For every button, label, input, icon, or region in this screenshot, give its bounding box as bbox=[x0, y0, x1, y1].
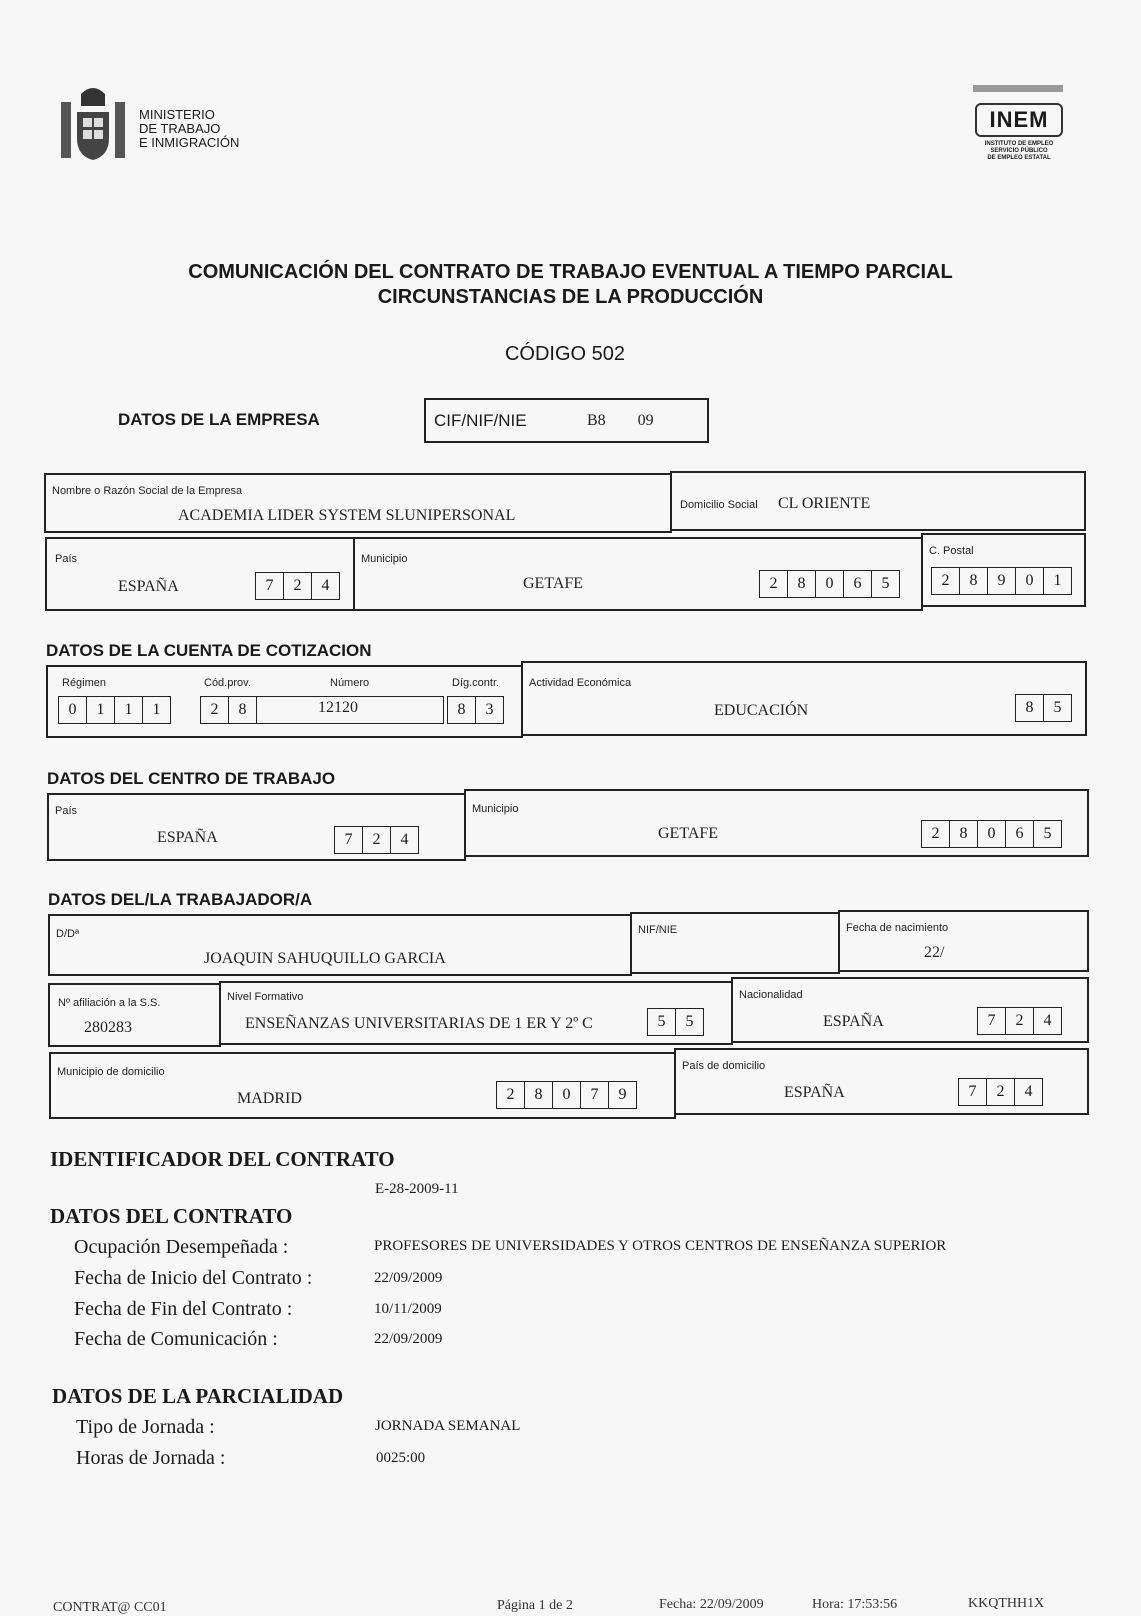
digit: 5 bbox=[648, 1009, 676, 1035]
nombre-value: JOAQUIN SAHUQUILLO GARCIA bbox=[204, 950, 446, 967]
digit: 2 bbox=[201, 697, 229, 723]
pais-dom-code bbox=[958, 1078, 1043, 1106]
regimen-label: Régimen bbox=[62, 677, 107, 689]
inicio-label: Fecha de Inicio del Contrato : bbox=[74, 1267, 313, 1289]
mun-dom-value: MADRID bbox=[237, 1090, 302, 1107]
dig-label: Díg.contr. bbox=[452, 677, 500, 689]
digit: 8 bbox=[788, 571, 816, 597]
numero-value: 12120 bbox=[318, 699, 358, 716]
digit: 0 bbox=[553, 1082, 581, 1108]
empresa-pais-box bbox=[45, 537, 355, 611]
digit: 2 bbox=[922, 821, 950, 847]
inicio-value: 22/09/2009 bbox=[374, 1270, 443, 1286]
nivel-box bbox=[219, 981, 733, 1045]
digit: 1 bbox=[115, 697, 143, 723]
digit: 8 bbox=[525, 1082, 553, 1108]
comunicacion-value: 22/09/2009 bbox=[374, 1331, 443, 1347]
centro-pais-box bbox=[47, 793, 466, 861]
digit: 2 bbox=[284, 573, 312, 599]
nivel-code bbox=[647, 1008, 704, 1036]
ocupacion-label: Ocupación Desempeñada : bbox=[74, 1236, 289, 1258]
digit: 4 bbox=[391, 827, 419, 853]
afil-value: 280283 bbox=[84, 1019, 132, 1036]
title-line2: CIRCUNSTANCIAS DE LA PRODUCCIÓN bbox=[377, 286, 764, 308]
pais-code bbox=[255, 572, 340, 600]
mun-dom-code bbox=[496, 1081, 637, 1109]
footer-left: CONTRAT@ CC01 bbox=[53, 1600, 167, 1615]
razon-value: ACADEMIA LIDER SYSTEM SLUNIPERSONAL bbox=[178, 507, 516, 524]
municipio-code bbox=[759, 570, 900, 598]
digit: 1 bbox=[1044, 568, 1072, 594]
digit: 1 bbox=[143, 697, 171, 723]
ministry-line1: MINISTERIO bbox=[139, 107, 215, 122]
digit: 7 bbox=[978, 1008, 1006, 1034]
razon-label: Nombre o Razón Social de la Empresa bbox=[52, 485, 243, 497]
cuenta-section-title: DATOS DE LA CUENTA DE COTIZACION bbox=[46, 641, 372, 660]
digit: 5 bbox=[1044, 695, 1072, 721]
digit: 2 bbox=[1006, 1008, 1034, 1034]
mun-dom-label: Municipio de domicilio bbox=[57, 1066, 165, 1078]
pais-value: ESPAÑA bbox=[118, 578, 179, 595]
fin-value: 10/11/2009 bbox=[374, 1301, 442, 1317]
municipio-label: Municipio bbox=[361, 553, 408, 565]
digit: 2 bbox=[932, 568, 960, 594]
nif-box bbox=[630, 912, 840, 974]
digit: 8 bbox=[229, 697, 257, 723]
code-title: CÓDIGO 502 bbox=[504, 343, 626, 365]
digit: 0 bbox=[59, 697, 87, 723]
footer-code: KKQTHH1X bbox=[968, 1596, 1045, 1611]
digit: 6 bbox=[1006, 821, 1034, 847]
empresa-municipio-box bbox=[353, 537, 923, 611]
municipio-value: GETAFE bbox=[523, 575, 584, 592]
digit: 2 bbox=[363, 827, 391, 853]
digit: 7 bbox=[581, 1082, 609, 1108]
digit: 8 bbox=[950, 821, 978, 847]
fnac-label: Fecha de nacimiento bbox=[846, 922, 949, 934]
tipo-jornada-label: Tipo de Jornada : bbox=[76, 1416, 215, 1438]
digit: 8 bbox=[960, 568, 988, 594]
inem-sub2: SERVICIO PÚBLICO bbox=[990, 148, 1048, 154]
empresa-section-title: DATOS DE LA EMPRESA bbox=[118, 410, 320, 429]
nivel-value: ENSEÑANZAS UNIVERSITARIAS DE 1 ER Y 2º C bbox=[245, 1015, 593, 1032]
actividad-box bbox=[521, 661, 1087, 736]
horas-jornada-value: 0025:00 bbox=[376, 1450, 426, 1466]
identificador-value: E-28-2009-11 bbox=[375, 1181, 459, 1197]
digit: 3 bbox=[476, 697, 504, 723]
cuenta-box bbox=[46, 665, 523, 738]
cp-label: C. Postal bbox=[929, 545, 974, 557]
digit: 8 bbox=[1016, 695, 1044, 721]
fin-label: Fecha de Fin del Contrato : bbox=[74, 1298, 293, 1320]
footer-page: Página 1 de 2 bbox=[497, 1598, 573, 1613]
dig-code bbox=[447, 696, 504, 724]
digit: 8 bbox=[448, 697, 476, 723]
actividad-value: EDUCACIÓN bbox=[714, 702, 809, 719]
numero-box bbox=[256, 696, 444, 724]
digit: 4 bbox=[1034, 1008, 1062, 1034]
digit: 0 bbox=[816, 571, 844, 597]
footer-hora: Hora: 17:53:56 bbox=[812, 1597, 898, 1612]
nac-value: ESPAÑA bbox=[823, 1013, 884, 1030]
digit: 2 bbox=[987, 1079, 1015, 1105]
horas-jornada-label: Horas de Jornada : bbox=[76, 1447, 226, 1469]
digit: 1 bbox=[87, 697, 115, 723]
footer-fecha: Fecha: 22/09/2009 bbox=[659, 1597, 764, 1612]
trabajador-section-title: DATOS DEL/LA TRABAJADOR/A bbox=[48, 890, 313, 909]
domicilio-label: Domicilio Social bbox=[680, 499, 758, 511]
fnac-box bbox=[838, 910, 1089, 972]
digit: 0 bbox=[978, 821, 1006, 847]
coat-of-arms-icon bbox=[55, 84, 131, 164]
comunicacion-label: Fecha de Comunicación : bbox=[74, 1328, 278, 1350]
nac-box bbox=[731, 977, 1089, 1043]
razon-box bbox=[44, 473, 672, 533]
numero-label: Número bbox=[330, 677, 370, 689]
pais-dom-label: País de domicilio bbox=[682, 1060, 766, 1072]
afil-box bbox=[48, 983, 221, 1047]
digit: 4 bbox=[1015, 1079, 1043, 1105]
digit: 6 bbox=[844, 571, 872, 597]
digit: 9 bbox=[988, 568, 1016, 594]
digit: 7 bbox=[335, 827, 363, 853]
centro-municipio-code bbox=[921, 820, 1062, 848]
nombre-box bbox=[48, 914, 632, 976]
digit: 5 bbox=[872, 571, 900, 597]
centro-pais-code bbox=[334, 826, 419, 854]
digit: 7 bbox=[959, 1079, 987, 1105]
parcialidad-title: DATOS DE LA PARCIALIDAD bbox=[52, 1384, 344, 1408]
ministry-line3: E INMIGRACIÓN bbox=[139, 135, 240, 150]
pais-label: País bbox=[55, 553, 78, 565]
cp-code bbox=[931, 567, 1072, 595]
digit: 2 bbox=[760, 571, 788, 597]
mun-dom-box bbox=[49, 1052, 676, 1119]
dd-label: D/Dª bbox=[56, 928, 80, 940]
nac-label: Nacionalidad bbox=[739, 989, 803, 1001]
digit: 0 bbox=[1016, 568, 1044, 594]
nac-code bbox=[977, 1007, 1062, 1035]
centro-pais-label: País bbox=[55, 805, 78, 817]
fnac-value: 22/ bbox=[924, 944, 945, 961]
centro-municipio-value: GETAFE bbox=[658, 825, 719, 842]
cif-label: CIF/NIF/NIE bbox=[434, 411, 527, 430]
centro-municipio-box bbox=[464, 789, 1089, 857]
digit: 2 bbox=[497, 1082, 525, 1108]
inem-logo-text: INEM bbox=[975, 103, 1063, 137]
actividad-label: Actividad Económica bbox=[529, 677, 632, 689]
domicilio-value: CL ORIENTE bbox=[778, 495, 871, 512]
ocupacion-value: PROFESORES DE UNIVERSIDADES Y OTROS CENTROS DE ENSEÑANZA SUPERIOR bbox=[374, 1238, 947, 1254]
cp-box bbox=[921, 533, 1086, 607]
digit: 4 bbox=[312, 573, 340, 599]
domicilio-box bbox=[670, 471, 1086, 531]
title-line1: COMUNICACIÓN DEL CONTRATO DE TRABAJO EVENTUAL A TIEMPO PARCIAL bbox=[188, 261, 953, 283]
pais-dom-box bbox=[674, 1048, 1089, 1115]
digit: 5 bbox=[1034, 821, 1062, 847]
nif-label: NIF/NIE bbox=[638, 924, 678, 936]
digit: 5 bbox=[676, 1009, 704, 1035]
cif-box bbox=[424, 398, 709, 443]
inem-sub1: INSTITUTO DE EMPLEO bbox=[984, 141, 1054, 147]
ministry-logo bbox=[55, 84, 255, 164]
ministry-line2: DE TRABAJO bbox=[139, 121, 221, 136]
nivel-label: Nivel Formativo bbox=[227, 991, 304, 1003]
centro-section-title: DATOS DEL CENTRO DE TRABAJO bbox=[47, 769, 336, 788]
inem-sub3: DE EMPLEO ESTATAL bbox=[987, 155, 1051, 161]
codprov-code bbox=[200, 696, 257, 724]
identificador-title: IDENTIFICADOR DEL CONTRATO bbox=[50, 1147, 395, 1171]
regimen-code bbox=[58, 696, 171, 724]
tipo-jornada-value: JORNADA SEMANAL bbox=[375, 1418, 521, 1434]
contrato-title: DATOS DEL CONTRATO bbox=[50, 1204, 293, 1228]
digit: 7 bbox=[256, 573, 284, 599]
codprov-label: Cód.prov. bbox=[204, 677, 251, 689]
digit: 9 bbox=[609, 1082, 637, 1108]
centro-pais-value: ESPAÑA bbox=[157, 829, 218, 846]
actividad-code bbox=[1015, 694, 1072, 722]
afil-label: Nº afiliación a la S.S. bbox=[58, 997, 161, 1009]
cif-value: B8 09 bbox=[587, 412, 654, 429]
centro-municipio-label: Municipio bbox=[472, 803, 519, 815]
pais-dom-value: ESPAÑA bbox=[784, 1084, 845, 1101]
